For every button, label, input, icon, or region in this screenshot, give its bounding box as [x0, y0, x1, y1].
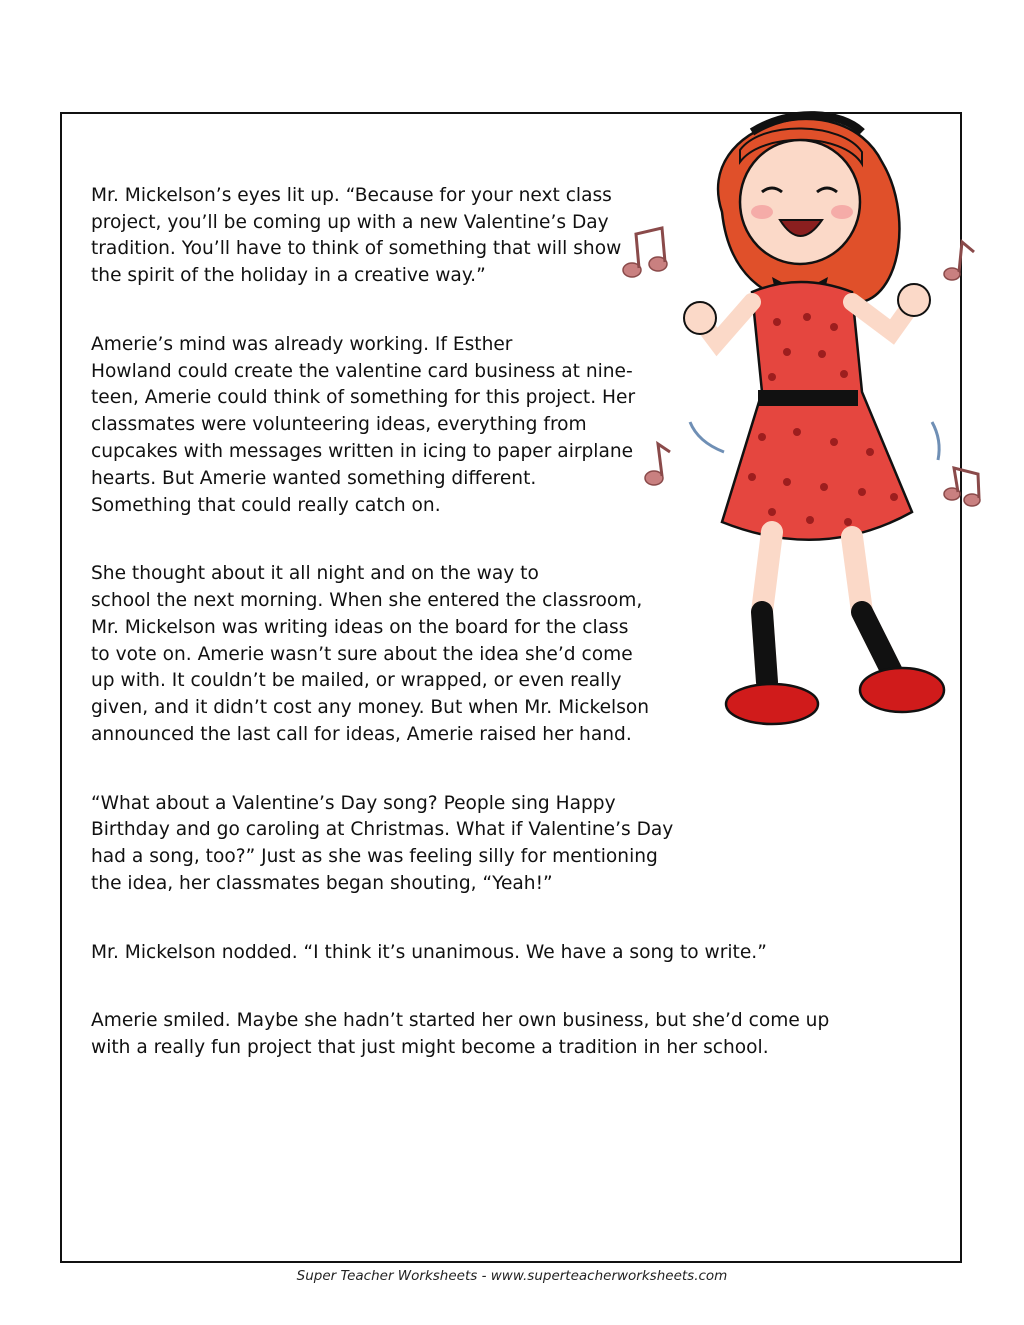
music-note-icon	[944, 242, 974, 280]
belt	[758, 390, 858, 406]
cheek	[831, 205, 853, 219]
right-sock	[862, 612, 892, 672]
girl-singing-illustration	[612, 92, 992, 742]
left-fist	[684, 302, 716, 334]
text-line: project, you’ll be coming up with a new Valentine’s Day	[91, 211, 609, 233]
text-line: Howland could create the valentine card business at nine-	[91, 360, 633, 382]
text-line: teen, Amerie could think of something for this project. Her	[91, 387, 636, 409]
text-line: Something that could really catch on.	[91, 494, 441, 516]
motion-line	[932, 422, 939, 460]
face	[740, 140, 860, 264]
motion-line	[690, 422, 724, 452]
text-line: announced the last call for ideas, Amerie raised her hand.	[91, 723, 632, 745]
text-line: up with. It couldn’t be mailed, or wrapped, or even really	[91, 670, 622, 692]
left-sock	[762, 612, 767, 682]
paragraph-5	[91, 913, 911, 967]
text-line: Birthday and go caroling at Christmas. What if Valentine’s Day	[91, 819, 674, 841]
right-shoe	[860, 668, 944, 712]
text-line: Amerie smiled. Maybe she hadn’t started her own business, but she’d come up	[91, 1010, 830, 1032]
music-note-icon	[944, 468, 980, 506]
text-line: She thought about it all night and on the way to	[91, 563, 539, 585]
text-line: Mr. Mickelson nodded. “I think it’s unanimous. We have a song to write.”	[91, 941, 767, 963]
text-line: Amerie’s mind was already working. If Esther	[91, 333, 513, 355]
text-line: the idea, her classmates began shouting, “Yeah!”	[91, 872, 553, 894]
text-line: tradition. You’ll have to think of something that will show	[91, 238, 622, 260]
cheek	[751, 205, 773, 219]
text-line: to vote on. Amerie wasn’t sure about the idea she’d come	[91, 643, 633, 665]
text-line: school the next morning. When she entered the classroom,	[91, 589, 643, 611]
paragraph-6	[91, 981, 911, 1061]
paragraph-4	[91, 764, 911, 898]
music-note-icon	[645, 444, 670, 485]
text-line: “What about a Valentine’s Day song? People sing Happy	[91, 792, 616, 814]
text-line: given, and it didn’t cost any money. But when Mr. Mickelson	[91, 697, 650, 719]
right-fist	[898, 284, 930, 316]
text-line: hearts. But Amerie wanted something different.	[91, 467, 537, 489]
text-line: had a song, too?” Just as she was feeling silly for mentioning	[91, 846, 658, 868]
page-footer: Super Teacher Worksheets - www.superteacherworksheets.com	[296, 1268, 728, 1284]
text-line: Mr. Mickelson was writing ideas on the board for the class	[91, 616, 629, 638]
left-shoe	[726, 684, 818, 724]
text-line: cupcakes with messages written in icing to paper airplane	[91, 440, 634, 462]
text-line: the spirit of the holiday in a creative way.”	[91, 265, 486, 287]
text-line: with a really fun project that just might become a tradition in her school.	[91, 1036, 769, 1058]
text-line: Mr. Mickelson’s eyes lit up. “Because for your next class	[91, 184, 612, 206]
music-note-icon	[623, 228, 667, 277]
text-line: classmates were volunteering ideas, everything from	[91, 414, 587, 436]
